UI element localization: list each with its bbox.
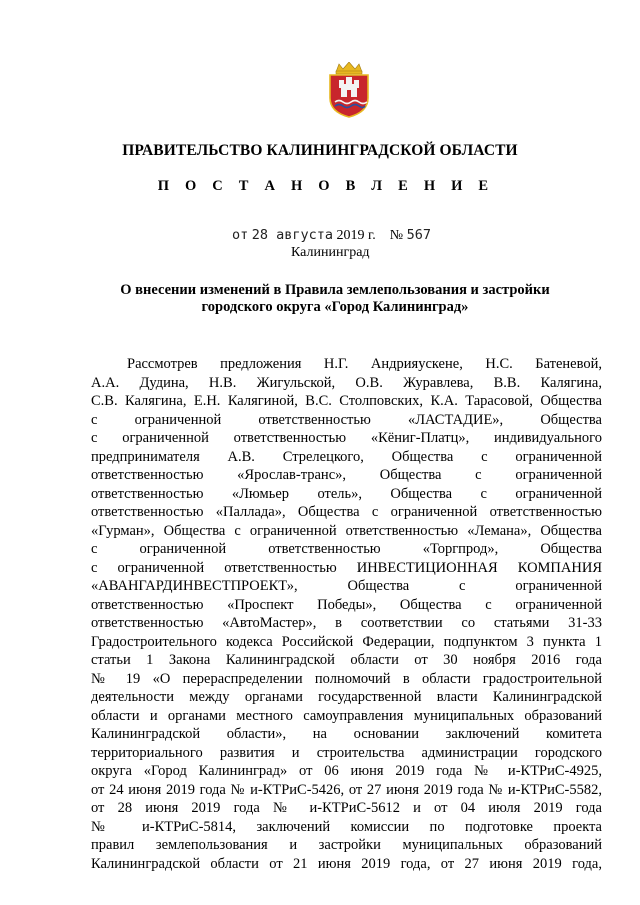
- body-line: округа «Город Калининград» от 06 июня 2019 года № и-КТРиС-4925,: [91, 763, 602, 779]
- number-prefix: №: [389, 228, 404, 243]
- body-line: № и-КТРиС-5814, заключений комиссии по подготовке проекта: [91, 818, 602, 835]
- body-line: Градостроительного кодекса Российской Федерации, подпунктом 3 пункта 1: [91, 633, 602, 650]
- body-line: от 24 июня 2019 года № и-КТРиС-5426, от 27 июня 2019 года № и-КТРиС-5582,: [91, 781, 602, 798]
- date-prefix: от: [232, 227, 249, 243]
- body-line: Калининградской области», на основании заключений комитета: [91, 726, 602, 742]
- body-line: от 28 июня 2019 года № и-КТРиС-5612 и от 04 июля 2019 года: [91, 800, 602, 816]
- body-line: «АВАНГАРДИНВЕСТПРОЕКТ», Общества с ограниченной: [91, 578, 602, 594]
- body-line: области и органами местного самоуправления муниципальных образований: [91, 707, 602, 724]
- body-line: ответственностью «Люмьер отель», Общества с ограниченной: [91, 485, 602, 502]
- body-line: правил землепользования и застройки муниципальных образований: [91, 837, 602, 853]
- heading-line-1: О внесении изменений в Правила землепользования и застройки: [120, 282, 550, 298]
- heading-line-2: городского округа «Город Калининград»: [201, 299, 469, 315]
- body-line: ответственностью «Ярослав-транс», Общества с ограниченной: [91, 467, 602, 483]
- body-line: ответственностью «АвтоМастер», в соответствии со статьями 31-33: [91, 615, 602, 631]
- body-line: ответственностью «Паллада», Общества с ограниченной ответственностью: [91, 504, 602, 520]
- body-line: с ограниченной ответственностью «Кёниг-Платц», индивидуального: [91, 430, 602, 446]
- date-year: 2019 г.: [336, 228, 376, 243]
- coat-of-arms-emblem: [327, 62, 371, 118]
- document-type-title: П О С Т А Н О В Л Е Н И Е: [157, 178, 495, 194]
- body-line: территориального развития и строительства администрации городского: [91, 744, 602, 761]
- body-line: Калининградской области от 21 июня 2019 года, от 27 июня 2019 года,: [91, 855, 602, 872]
- body-line: Рассмотрев предложения Н.Г. Андрияускене, Н.С. Батеневой,: [127, 356, 602, 372]
- body-line: с ограниченной ответственностью «Торгпрод», Общества: [91, 541, 602, 557]
- date-number-line: [232, 227, 431, 244]
- body-line: № 19 «О перераспределении полномочий в области градостроительной: [91, 670, 602, 687]
- body-line: статьи 1 Закона Калининградской области от 30 ноября 2016 года: [91, 652, 602, 668]
- body-line: С.В. Калягина, Е.Н. Калягиной, В.С. Столповских, К.А. Тарасовой, Общества: [91, 393, 602, 409]
- body-line: А.А. Дудина, Н.В. Жигульской, О.В. Журавлева, В.В. Калягина,: [91, 374, 602, 391]
- body-line: с ограниченной ответственностью «ЛАСТАДИЕ», Общества: [91, 411, 602, 428]
- body-line: деятельности между органами государственной власти Калининградской: [91, 689, 602, 705]
- document-number: 567: [406, 227, 431, 243]
- document-heading: [100, 282, 570, 316]
- city-name: Калининград: [291, 245, 370, 260]
- body-line: ответственностью «Проспект Победы», Общества с ограниченной: [91, 596, 602, 613]
- body-line: с ограниченной ответственностью ИНВЕСТИЦИОННАЯ КОМПАНИЯ: [91, 559, 602, 576]
- date-handwritten: 28 августа: [251, 227, 334, 243]
- government-name: ПРАВИТЕЛЬСТВО КАЛИНИНГРАДСКОЙ ОБЛАСТИ: [122, 142, 518, 159]
- body-line: предпринимателя А.В. Стрелецкого, Общества с ограниченной: [91, 448, 602, 465]
- body-line: «Гурман», Общества с ограниченной ответственностью «Лемана», Общества: [91, 522, 602, 539]
- document-body: [91, 355, 602, 873]
